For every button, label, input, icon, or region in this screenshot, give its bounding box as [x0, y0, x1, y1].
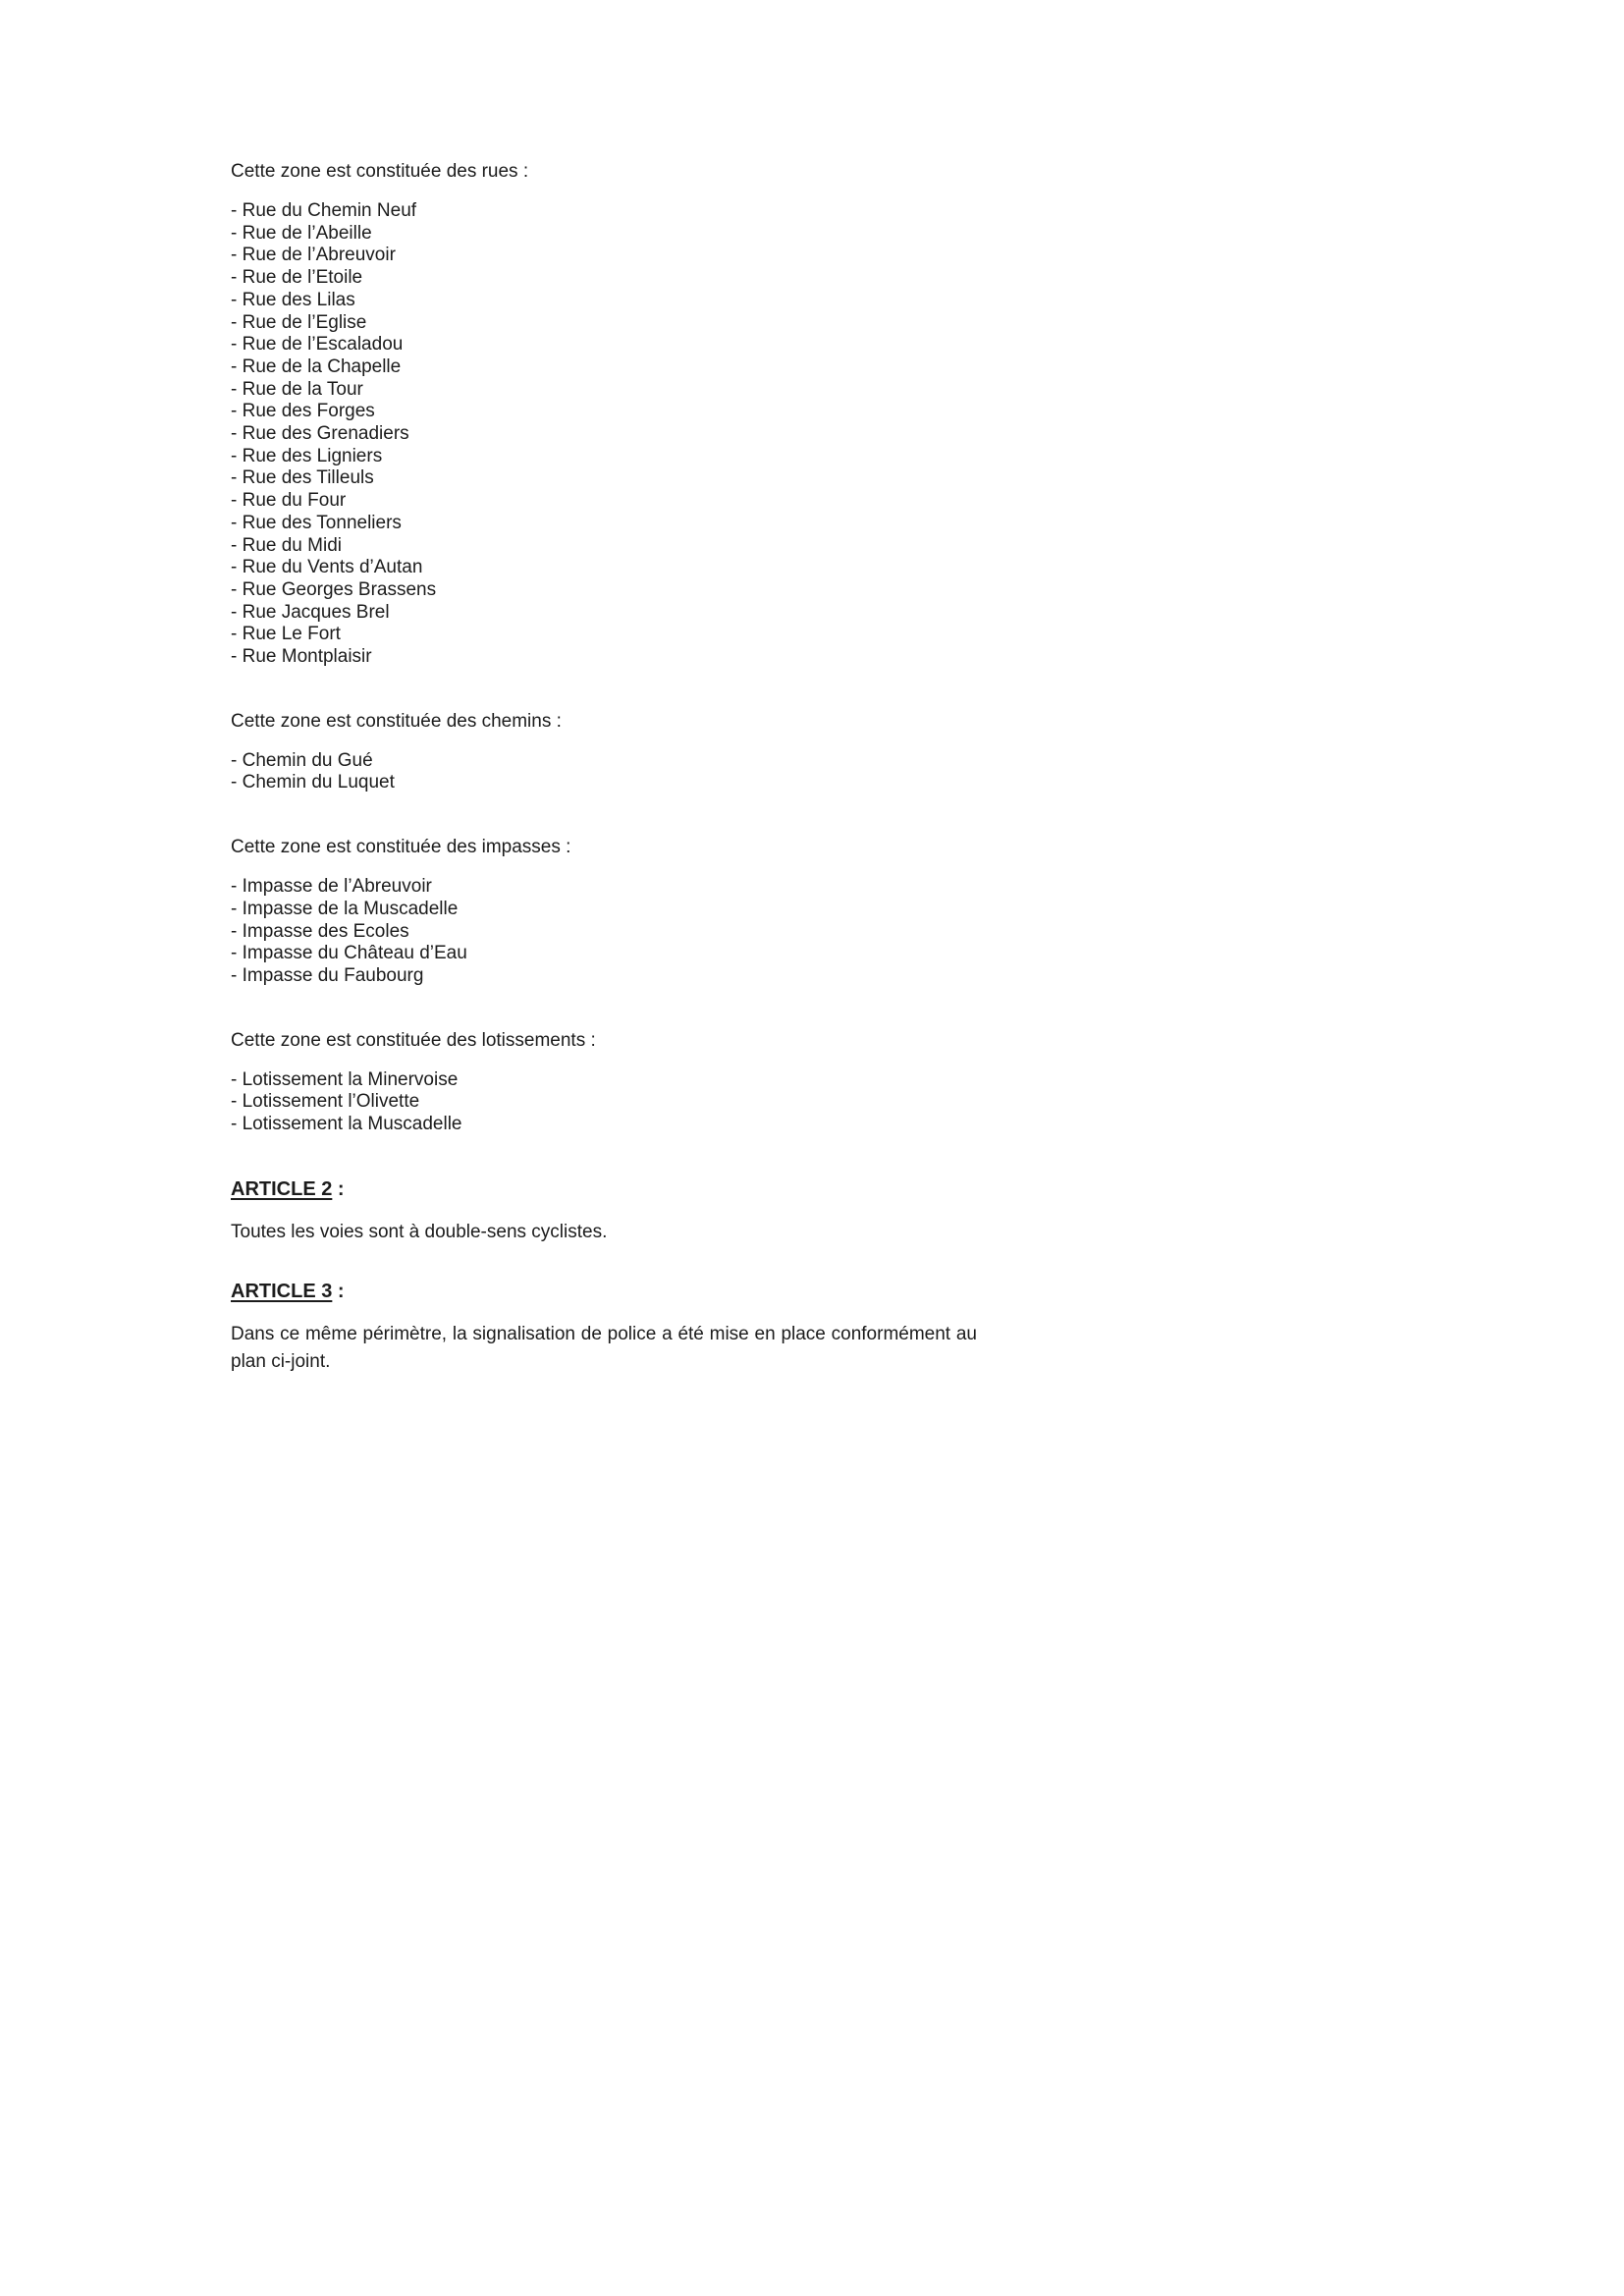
list-item: - Impasse du Château d’Eau	[231, 943, 467, 964]
article-3-heading	[231, 1280, 987, 1303]
street-list	[231, 750, 987, 794]
article-2-colon: :	[332, 1177, 345, 1200]
list-item: - Rue des Grenadiers	[231, 423, 409, 445]
list-item: - Impasse de la Muscadelle	[231, 898, 459, 919]
list-item: - Impasse des Ecoles	[231, 920, 409, 942]
section-impasses	[231, 836, 987, 988]
street-list	[231, 200, 987, 669]
list-item: - Rue Jacques Brel	[231, 601, 390, 623]
list-item: - Rue Le Fort	[231, 624, 341, 645]
list-item: - Lotissement la Minervoise	[231, 1068, 459, 1090]
list-item: - Rue Georges Brassens	[231, 578, 437, 600]
street-list	[231, 876, 987, 988]
list-item: - Rue Montplaisir	[231, 646, 372, 668]
list-item: - Rue de la Chapelle	[231, 355, 402, 377]
list-item: - Rue des Ligniers	[231, 445, 383, 466]
section-chemins	[231, 710, 987, 794]
list-item: - Impasse du Faubourg	[231, 964, 424, 986]
list-item: - Rue du Midi	[231, 534, 342, 556]
list-item: - Rue de l’Abeille	[231, 222, 372, 244]
article-3-title: ARTICLE 3	[231, 1280, 333, 1302]
document-content	[231, 160, 987, 1376]
list-item: - Rue des Tonneliers	[231, 512, 402, 533]
section-heading: Cette zone est constituée des rues :	[231, 161, 529, 182]
section-lotissements	[231, 1029, 987, 1136]
section-heading: Cette zone est constituée des chemins :	[231, 710, 562, 732]
section-heading: Cette zone est constituée des impasses :	[231, 837, 571, 858]
list-item: - Lotissement la Muscadelle	[231, 1114, 462, 1135]
section-rues	[231, 160, 987, 669]
article-2	[231, 1177, 987, 1246]
article-3-colon: :	[332, 1280, 345, 1302]
list-item: - Rue de la Tour	[231, 378, 363, 400]
article-3-body: Dans ce même périmètre, la signalisation de police a été mise en place conformément au plan ci-joint.	[231, 1323, 977, 1372]
list-item: - Rue de l’Etoile	[231, 267, 363, 289]
list-item: - Chemin du Gué	[231, 749, 373, 771]
list-item: - Rue du Four	[231, 490, 347, 512]
list-item: - Lotissement l’Olivette	[231, 1091, 420, 1113]
section-heading: Cette zone est constituée des lotissements :	[231, 1029, 596, 1051]
list-item: - Rue de l’Eglise	[231, 311, 367, 333]
list-item: - Rue du Chemin Neuf	[231, 200, 417, 221]
list-item: - Impasse de l’Abreuvoir	[231, 876, 432, 898]
article-2-body: Toutes les voies sont à double-sens cyclistes.	[231, 1221, 608, 1242]
list-item: - Chemin du Luquet	[231, 772, 395, 793]
article-2-heading	[231, 1177, 987, 1201]
article-2-title: ARTICLE 2	[231, 1177, 333, 1200]
list-item: - Rue de l’Abreuvoir	[231, 245, 396, 266]
street-list	[231, 1069, 987, 1136]
list-item: - Rue des Forges	[231, 401, 375, 422]
article-3	[231, 1280, 987, 1376]
list-item: - Rue des Tilleuls	[231, 467, 374, 489]
list-item: - Rue de l’Escaladou	[231, 334, 404, 355]
list-item: - Rue du Vents d’Autan	[231, 557, 423, 578]
list-item: - Rue des Lilas	[231, 289, 355, 310]
